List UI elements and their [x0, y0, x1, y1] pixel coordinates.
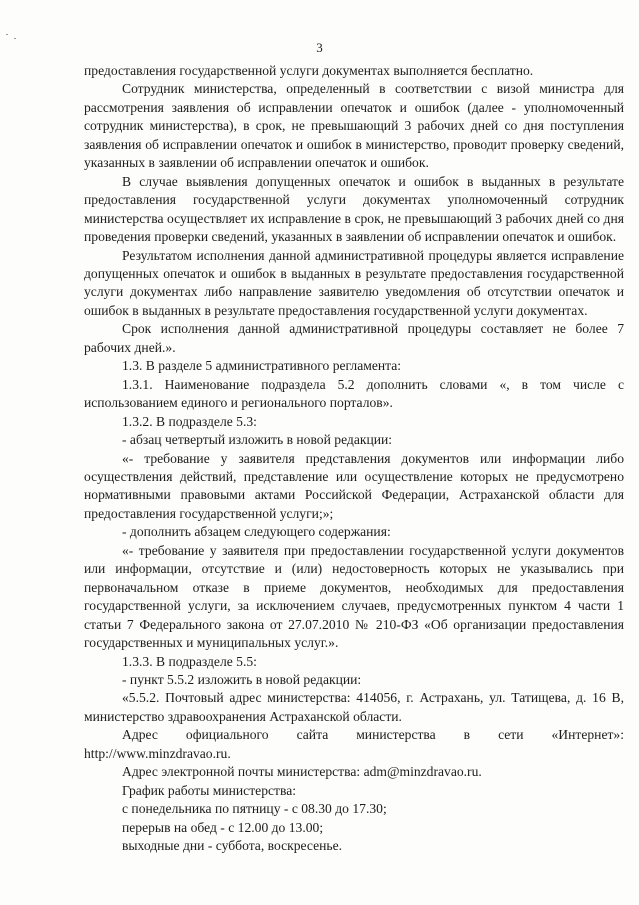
paragraph-clause-1-3: 1.3. В разделе 5 административного регламента:: [122, 358, 402, 374]
paragraph-lunch-break: перерыв на обед - с 12.00 до 13.00;: [122, 819, 324, 835]
paragraph-clause-1-3-2: 1.3.2. В подразделе 5.3:: [122, 413, 257, 429]
paragraph-requirement-information: «- требование у заявителя при предоставлении государственной услуги документов или информации, отсутствие и (или) недостоверность которых не указывались при первоначальном отказе в приеме документов, необходимых для предоставления государственной услуги, за исключением случаев, предусмотренных пунктом 4 части 1 статьи 7 Федерального закона от 27.07.2010 № 210-ФЗ «Об организации предоставления государственных и муниципальных услуг.».: [84, 542, 624, 651]
paragraph-procedure-result: Результатом исполнения данной административной процедуры является исправление допущенных опечаток и ошибок в выданных в результате предоставления государственной услуги документах либо направление заявителю уведомления об отсутствии опечаток и ошибок в выданных в результате предоставления государственной услуги документах.: [84, 247, 624, 318]
paragraph-point-5-5-2: - пункт 5.5.2 изложить в новой редакции:: [122, 671, 362, 687]
paragraph-procedure-term: Срок исполнения данной административной процедуры составляет не более 7 рабочих дней.».: [84, 321, 624, 355]
paragraph-authorized-employee: Сотрудник министерства, определенный в соответствии с визой министра для рассмотрения заявления об исправлении опечаток и ошибок (далее - уполномоченный сотрудник министерства), в срок, не превышающий 3 рабочих дней со дня поступления заявления об исправлении опечаток и ошибок в министерство, проводит проверку сведений, указанных в заявлении об исправлении опечаток и ошибок.: [84, 81, 624, 171]
paragraph-add-abstract: - дополнить абзацем следующего содержания:: [122, 524, 391, 540]
paragraph-email: Адрес электронной почты министерства: adm@minzdravao.ru.: [122, 764, 482, 780]
paragraph-schedule-title: График работы министерства:: [122, 782, 297, 798]
paragraph-days-off: выходные дни - суббота, воскресенье.: [122, 838, 343, 854]
document-body: [84, 62, 624, 855]
page-number: 3: [316, 40, 323, 55]
paragraph-fourth-abstract: - абзац четвертый изложить в новой редакции:: [122, 432, 393, 448]
paragraph-clause-1-3-3: 1.3.3. В подразделе 5.5:: [122, 653, 257, 669]
paragraph-requirement-documents: «- требование у заявителя представления документов или информации либо осуществления действий, представление или осуществление которых не предусмотрено нормативными правовыми актами Российской Федерации, Астраханской области для предоставления государственной услуги;»;: [84, 450, 624, 521]
paragraph-weekdays-hours: с понедельника по пятницу - с 08.30 до 17.30;: [122, 801, 387, 817]
paragraph-clause-1-3-1: 1.3.1. Наименование подраздела 5.2 дополнить словами «, в том числе с использованием единого и регионального порталов».: [84, 376, 624, 411]
paragraph-error-correction: В случае выявления допущенных опечаток и ошибок в выданных в результате предоставления государственной услуги документах уполномоченный сотрудник министерства осуществляет их исправление в срок, не превышающий 3 рабочих дней со дня проведения проверки сведений, указанных в заявлении об исправлении опечаток и ошибок.: [84, 173, 624, 245]
paragraph-website: Адрес официального сайта министерства в сети «Интернет»: http://www.minzdravao.ru.: [84, 727, 624, 761]
paragraph-fee-free: предоставления государственной услуги документах выполняется бесплатно.: [84, 63, 534, 78]
paragraph-postal-address: «5.5.2. Почтовый адрес министерства: 414056, г. Астрахань, ул. Татищева, д. 16 В, министерство здравоохранения Астраханской области.: [84, 690, 624, 724]
